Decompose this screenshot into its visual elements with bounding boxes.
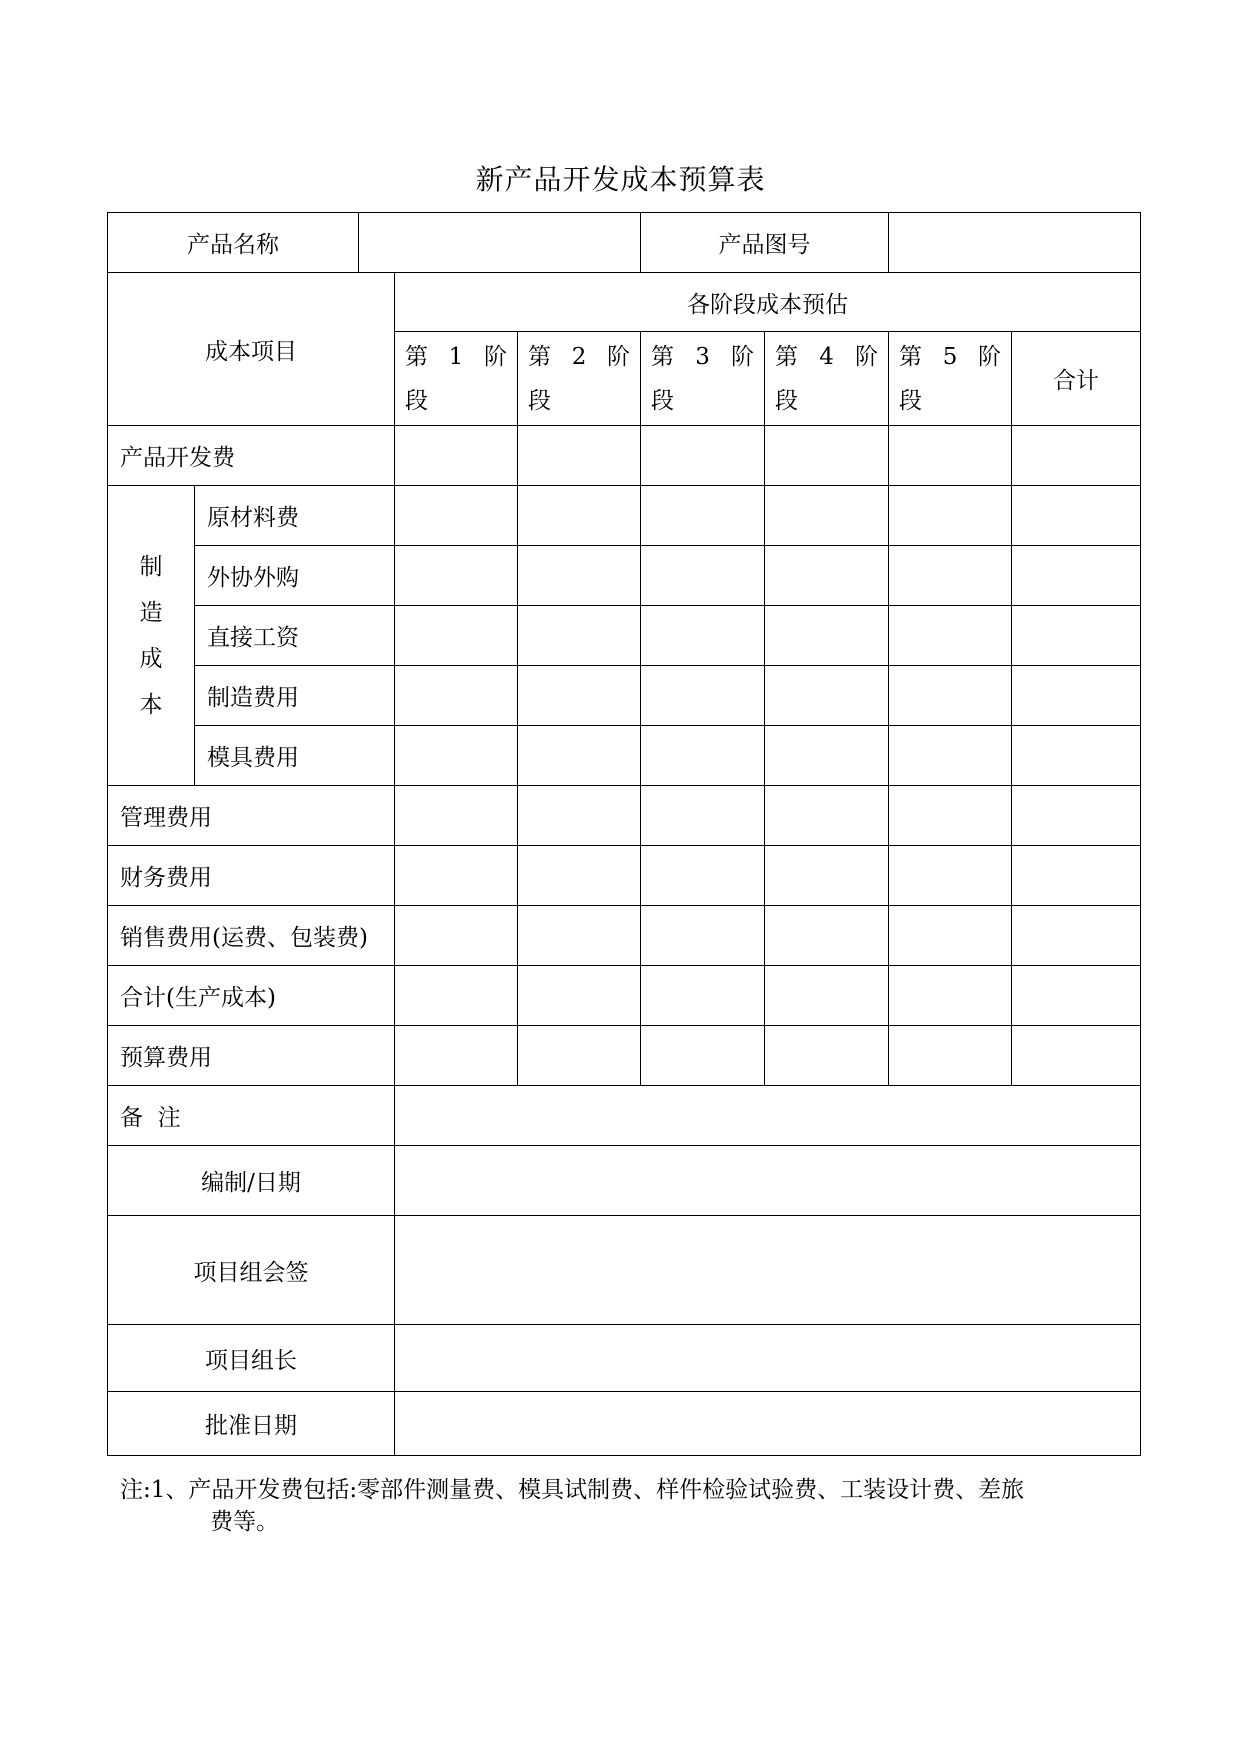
cell[interactable]	[395, 846, 518, 906]
cell[interactable]	[395, 426, 518, 486]
cell[interactable]	[889, 546, 1012, 606]
cell[interactable]	[889, 846, 1012, 906]
approval-date-field[interactable]	[395, 1392, 1141, 1456]
cell[interactable]	[1012, 486, 1141, 546]
team-leader-field[interactable]	[395, 1325, 1141, 1392]
table-row	[108, 486, 1141, 546]
cell[interactable]	[889, 966, 1012, 1026]
cell[interactable]	[765, 906, 889, 966]
table-row	[108, 606, 1141, 666]
cell[interactable]	[641, 426, 765, 486]
cell[interactable]	[765, 726, 889, 786]
row-label-direct-wages: 直接工资	[195, 606, 395, 666]
cell[interactable]	[1012, 726, 1141, 786]
row-label-total-production: 合计(生产成本)	[108, 966, 395, 1026]
stage-4-header: 第 4 阶 段	[765, 332, 889, 426]
cell[interactable]	[518, 426, 641, 486]
stage-group-row	[108, 273, 1141, 332]
cell[interactable]	[518, 906, 641, 966]
budget-table	[107, 212, 1141, 1456]
cell[interactable]	[395, 1026, 518, 1086]
team-countersign-label: 项目组会签	[108, 1216, 395, 1325]
product-header-row	[108, 213, 1141, 273]
cell[interactable]	[518, 846, 641, 906]
cell[interactable]	[395, 906, 518, 966]
cell[interactable]	[1012, 786, 1141, 846]
cell[interactable]	[641, 846, 765, 906]
cell[interactable]	[1012, 546, 1141, 606]
cell[interactable]	[1012, 426, 1141, 486]
footnote-line-1: 注:1、产品开发费包括:零部件测量费、模具试制费、样件检验试验费、工装设计费、差旅	[120, 1477, 1025, 1503]
cell[interactable]	[518, 786, 641, 846]
cell[interactable]	[889, 786, 1012, 846]
product-drawing-no-field[interactable]	[889, 213, 1141, 273]
row-label-manufacturing-expense: 制造费用	[195, 666, 395, 726]
product-name-label: 产品名称	[108, 213, 359, 273]
cell[interactable]	[641, 1026, 765, 1086]
cell[interactable]	[641, 486, 765, 546]
total-col-header: 合计	[1012, 332, 1141, 426]
cell[interactable]	[889, 486, 1012, 546]
cell[interactable]	[765, 426, 889, 486]
cell[interactable]	[765, 786, 889, 846]
cell[interactable]	[395, 546, 518, 606]
cell[interactable]	[395, 606, 518, 666]
cell[interactable]	[641, 966, 765, 1026]
cell[interactable]	[395, 786, 518, 846]
table-row	[108, 966, 1141, 1026]
team-countersign-field[interactable]	[395, 1216, 1141, 1325]
cell[interactable]	[889, 606, 1012, 666]
cost-item-header: 成本项目	[108, 273, 395, 426]
footnote-line-2: 费等。	[210, 1509, 279, 1535]
signoff-row	[108, 1392, 1141, 1456]
row-label-sales-fee: 销售费用(运费、包装费)	[108, 906, 395, 966]
cell[interactable]	[765, 546, 889, 606]
prepared-date-field[interactable]	[395, 1146, 1141, 1216]
row-label-budget-fee: 预算费用	[108, 1026, 395, 1086]
product-drawing-no-label: 产品图号	[641, 213, 889, 273]
cell[interactable]	[889, 666, 1012, 726]
signoff-row	[108, 1325, 1141, 1392]
remarks-field[interactable]	[395, 1086, 1141, 1146]
prepared-date-label: 编制/日期	[108, 1146, 395, 1216]
cell[interactable]	[395, 726, 518, 786]
cell[interactable]	[518, 726, 641, 786]
team-leader-label: 项目组长	[108, 1325, 395, 1392]
cell[interactable]	[1012, 966, 1141, 1026]
cell[interactable]	[889, 726, 1012, 786]
cell[interactable]	[641, 786, 765, 846]
row-label-outsourcing: 外协外购	[195, 546, 395, 606]
cell[interactable]	[1012, 606, 1141, 666]
row-label-mold-expense: 模具费用	[195, 726, 395, 786]
cell[interactable]	[1012, 666, 1141, 726]
cell[interactable]	[641, 726, 765, 786]
table-row	[108, 786, 1141, 846]
cell[interactable]	[765, 606, 889, 666]
product-name-field[interactable]	[359, 213, 641, 273]
table-row	[108, 906, 1141, 966]
cell[interactable]	[641, 546, 765, 606]
cell[interactable]	[641, 666, 765, 726]
row-label-raw-material: 原材料费	[195, 486, 395, 546]
row-label-finance-fee: 财务费用	[108, 846, 395, 906]
cell[interactable]	[765, 1026, 889, 1086]
cell[interactable]	[518, 666, 641, 726]
footnote	[120, 1474, 1140, 1538]
document-title: 新产品开发成本预算表	[475, 163, 766, 196]
cell[interactable]	[889, 906, 1012, 966]
signoff-row	[108, 1216, 1141, 1325]
cell[interactable]	[518, 606, 641, 666]
cell[interactable]	[765, 966, 889, 1026]
row-label-management-fee: 管理费用	[108, 786, 395, 846]
cell[interactable]	[641, 906, 765, 966]
cell[interactable]	[395, 966, 518, 1026]
table-row	[108, 846, 1141, 906]
signoff-row	[108, 1146, 1141, 1216]
remarks-label: 备 注	[108, 1086, 395, 1146]
stage-2-header: 第 2 阶 段	[518, 332, 641, 426]
manufacturing-cost-group-label: 制 造 成 本	[108, 486, 195, 786]
table-row	[108, 726, 1141, 786]
stage-5-header: 第 5 阶 段	[889, 332, 1012, 426]
cell[interactable]	[1012, 906, 1141, 966]
cell[interactable]	[518, 1026, 641, 1086]
cell[interactable]	[765, 846, 889, 906]
table-row	[108, 666, 1141, 726]
table-row	[108, 546, 1141, 606]
cell[interactable]	[765, 666, 889, 726]
table-row	[108, 1026, 1141, 1086]
cell[interactable]	[1012, 846, 1141, 906]
cell[interactable]	[765, 486, 889, 546]
table-row	[108, 426, 1141, 486]
cell[interactable]	[518, 546, 641, 606]
cell[interactable]	[518, 486, 641, 546]
row-label-dev-fee: 产品开发费	[108, 426, 395, 486]
approval-date-label: 批准日期	[108, 1392, 395, 1456]
stage-3-header: 第 3 阶 段	[641, 332, 765, 426]
stage-1-header: 第 1 阶 段	[395, 332, 518, 426]
remarks-row	[108, 1086, 1141, 1146]
cell[interactable]	[395, 666, 518, 726]
cell[interactable]	[1012, 1026, 1141, 1086]
cell[interactable]	[889, 1026, 1012, 1086]
cell[interactable]	[889, 426, 1012, 486]
cell[interactable]	[395, 486, 518, 546]
cell[interactable]	[641, 606, 765, 666]
stage-group-header: 各阶段成本预估	[395, 273, 1141, 332]
cell[interactable]	[518, 966, 641, 1026]
